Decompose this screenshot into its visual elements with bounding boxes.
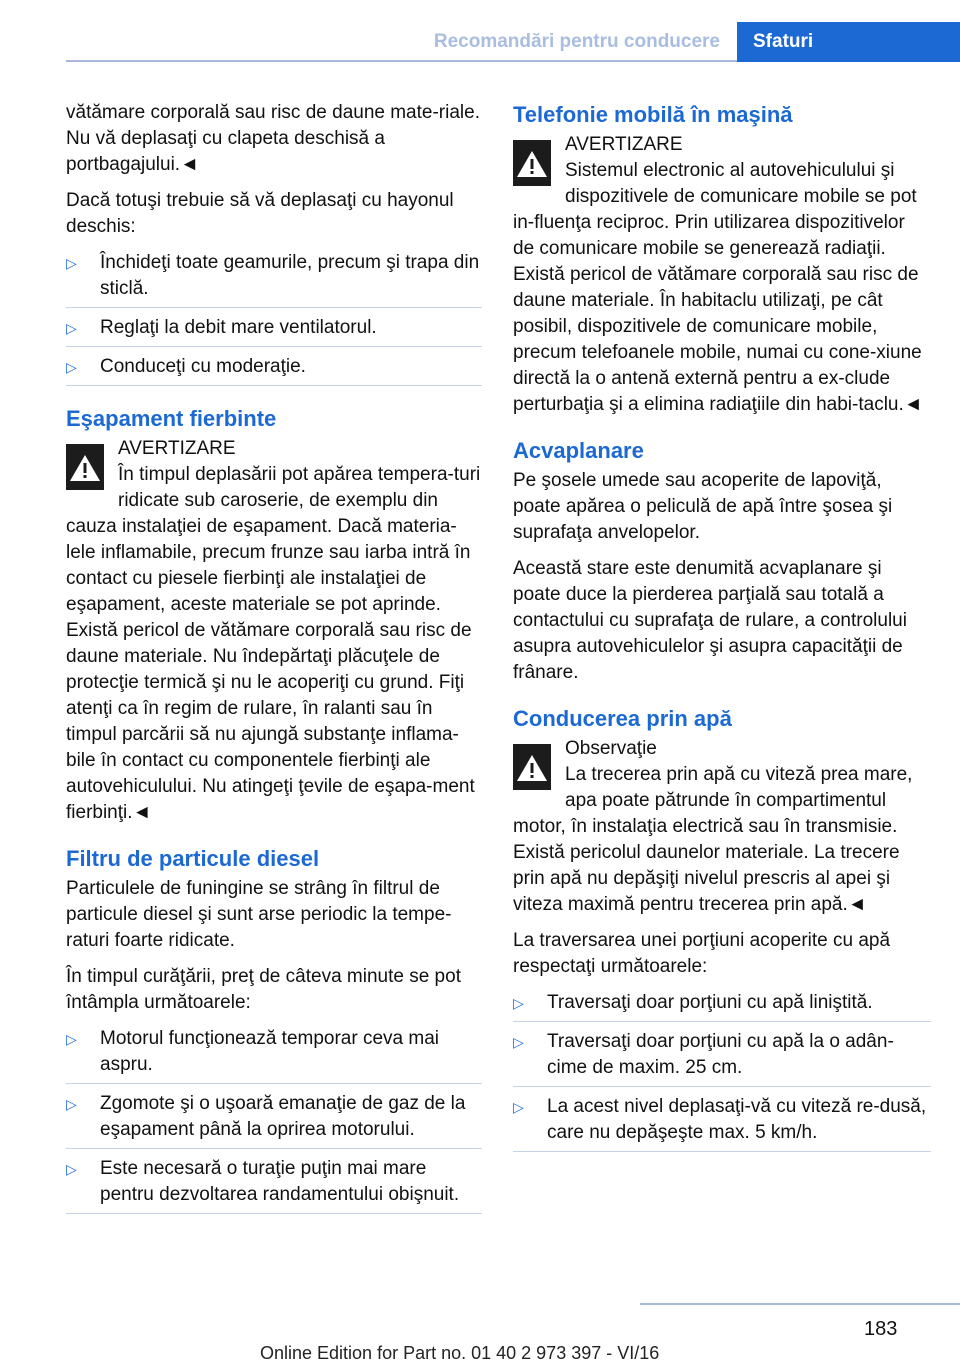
list-item: ▷ Traversaţi doar porţiuni cu apă la o adân-cime de maxim. 25 cm.	[513, 1029, 931, 1087]
paragraph: vătămare corporală sau risc de daune mate-riale. Nu vă deplasaţi cu clapeta deschisă a portbagajului.◄	[66, 102, 480, 175]
list-item: ▷ Conduceţi cu moderaţie.	[66, 354, 482, 386]
warning-title: AVERTIZARE	[118, 438, 236, 459]
triangle-bullet-icon: ▷	[66, 359, 77, 375]
right-column	[513, 100, 931, 1160]
warning-block	[66, 436, 482, 826]
section-heading: Conducerea prin apă	[513, 706, 732, 731]
bullet-list	[66, 1026, 482, 1214]
note-text: La trecerea prin apă cu viteză prea mare, apa poate pătrunde în compartimentul motor, în instalaţia electrică sau în transmisie. Există pericolul daunelor materiale. La trecere prin apă nu depăşiţi nivelul prescris al apei şi viteza maximă pentru trecerea prin apă.◄	[513, 764, 913, 915]
section-heading: Acvaplanare	[513, 438, 644, 463]
warning-block	[513, 132, 931, 418]
triangle-bullet-icon: ▷	[66, 1161, 77, 1177]
list-item: ▷ Închideţi toate geamurile, precum şi trapa din sticlă.	[66, 250, 482, 308]
triangle-bullet-icon: ▷	[513, 1034, 524, 1050]
triangle-bullet-icon: ▷	[66, 320, 77, 336]
footer-rule	[640, 1303, 960, 1305]
paragraph: Dacă totuşi trebuie să vă deplasaţi cu hayonul deschis:	[66, 190, 454, 237]
warning-title: AVERTIZARE	[565, 134, 683, 155]
bullet-list	[66, 250, 482, 386]
triangle-bullet-icon: ▷	[513, 995, 524, 1011]
list-item: ▷ Motorul funcţionează temporar ceva mai aspru.	[66, 1026, 482, 1084]
paragraph: La traversarea unei porţiuni acoperite cu apă respectaţi următoarele:	[513, 930, 891, 977]
section-heading: Eşapament fierbinte	[66, 406, 277, 431]
triangle-bullet-icon: ▷	[66, 1096, 77, 1112]
paragraph: Această stare este denumită acvaplanare şi poate duce la pierderea parţială sau totală a contactului cu suprafaţa de rulare, a controlului asupra autovehiculelor şi asupra capacităţii de frânare.	[513, 558, 907, 683]
note-title: Observaţie	[565, 738, 657, 759]
warning-triangle-icon	[513, 140, 551, 186]
paragraph: Particulele de funingine se strâng în filtrul de particule diesel şi sunt arse periodic la tempe-raturi foarte ridicate.	[66, 878, 452, 951]
paragraph: În timpul curăţării, preţ de câteva minute se pot întâmpla următoarele:	[66, 966, 461, 1013]
list-item: ▷ La acest nivel deplasaţi-vă cu viteză re-dusă, care nu depăşeşte max. 5 km/h.	[513, 1094, 931, 1152]
list-item: ▷ Este necesară o turaţie puţin mai mare pentru dezvoltarea randamentului obişnuit.	[66, 1156, 482, 1214]
triangle-bullet-icon: ▷	[66, 1031, 77, 1047]
left-column	[66, 100, 482, 1222]
list-item: ▷ Reglaţi la debit mare ventilatorul.	[66, 315, 482, 347]
bullet-list	[513, 990, 931, 1152]
list-item: ▷ Zgomote şi o uşoară emanaţie de gaz de la eşapament până la oprirea motorului.	[66, 1091, 482, 1149]
paragraph: Pe şosele umede sau acoperite de lapoviţă, poate apărea o peliculă de apă între şosea şi suprafaţa anvelopelor.	[513, 470, 893, 543]
triangle-bullet-icon: ▷	[66, 255, 77, 271]
page-number: 183	[864, 1318, 898, 1340]
section-heading: Filtru de particule diesel	[66, 846, 320, 871]
warning-triangle-icon	[66, 444, 104, 490]
note-block	[513, 736, 931, 918]
section-title: Recomandări pentru conducere	[433, 31, 720, 52]
warning-triangle-icon	[513, 744, 551, 790]
warning-text: Sistemul electronic al autovehiculului şi dispozitivele de comunicare mobile se pot in-fluenţa reciproc. Prin utilizarea dispozitivelor de comunicare mobile se generează radiaţii. Există pericol de vătămare corporală sau risc de daune materiale. În habitaclu utilizaţi, pe cât posibil, dispozitivele de comunicare mobile, precum telefoanele mobile, numai cu cone-xiune directă la o antenă externă pentru a ex-clude perturbaţia şi a elimina radiaţiile din habi-taclu.◄	[513, 160, 923, 415]
section-heading: Telefonie mobilă în maşină	[513, 102, 793, 127]
list-item: ▷ Traversaţi doar porţiuni cu apă liniştită.	[513, 990, 931, 1022]
warning-text: În timpul deplasării pot apărea tempera-turi ridicate sub caroserie, de exemplu din cauza instalaţiei de eşapament. Dacă materia-lele inflamabile, precum frunze sau iarba intră în contact cu piesele fierbinţi ale instalaţiei de eşapament, aceste materiale se pot aprinde. Există pericol de vătămare corporală sau risc de daune materiale. Nu îndepărtaţi plăcuţele de protecţie termică şi nu le acoperiţi cu grund. Fiţi atenţi ca în regim de rulare, în ralanti sau în timpul parcării să nu ajungă substanţe inflama-bile în contact cu componentele fierbinţi ale autovehiculului. Nu atingeţi ţevile de eşapa-ment fierbinţi.◄	[66, 464, 481, 823]
edition-footer: Online Edition for Part no. 01 40 2 973 397 - VI/16	[260, 1343, 660, 1363]
triangle-bullet-icon: ▷	[513, 1099, 524, 1115]
chapter-tab[interactable]: Sfaturi	[737, 22, 960, 62]
